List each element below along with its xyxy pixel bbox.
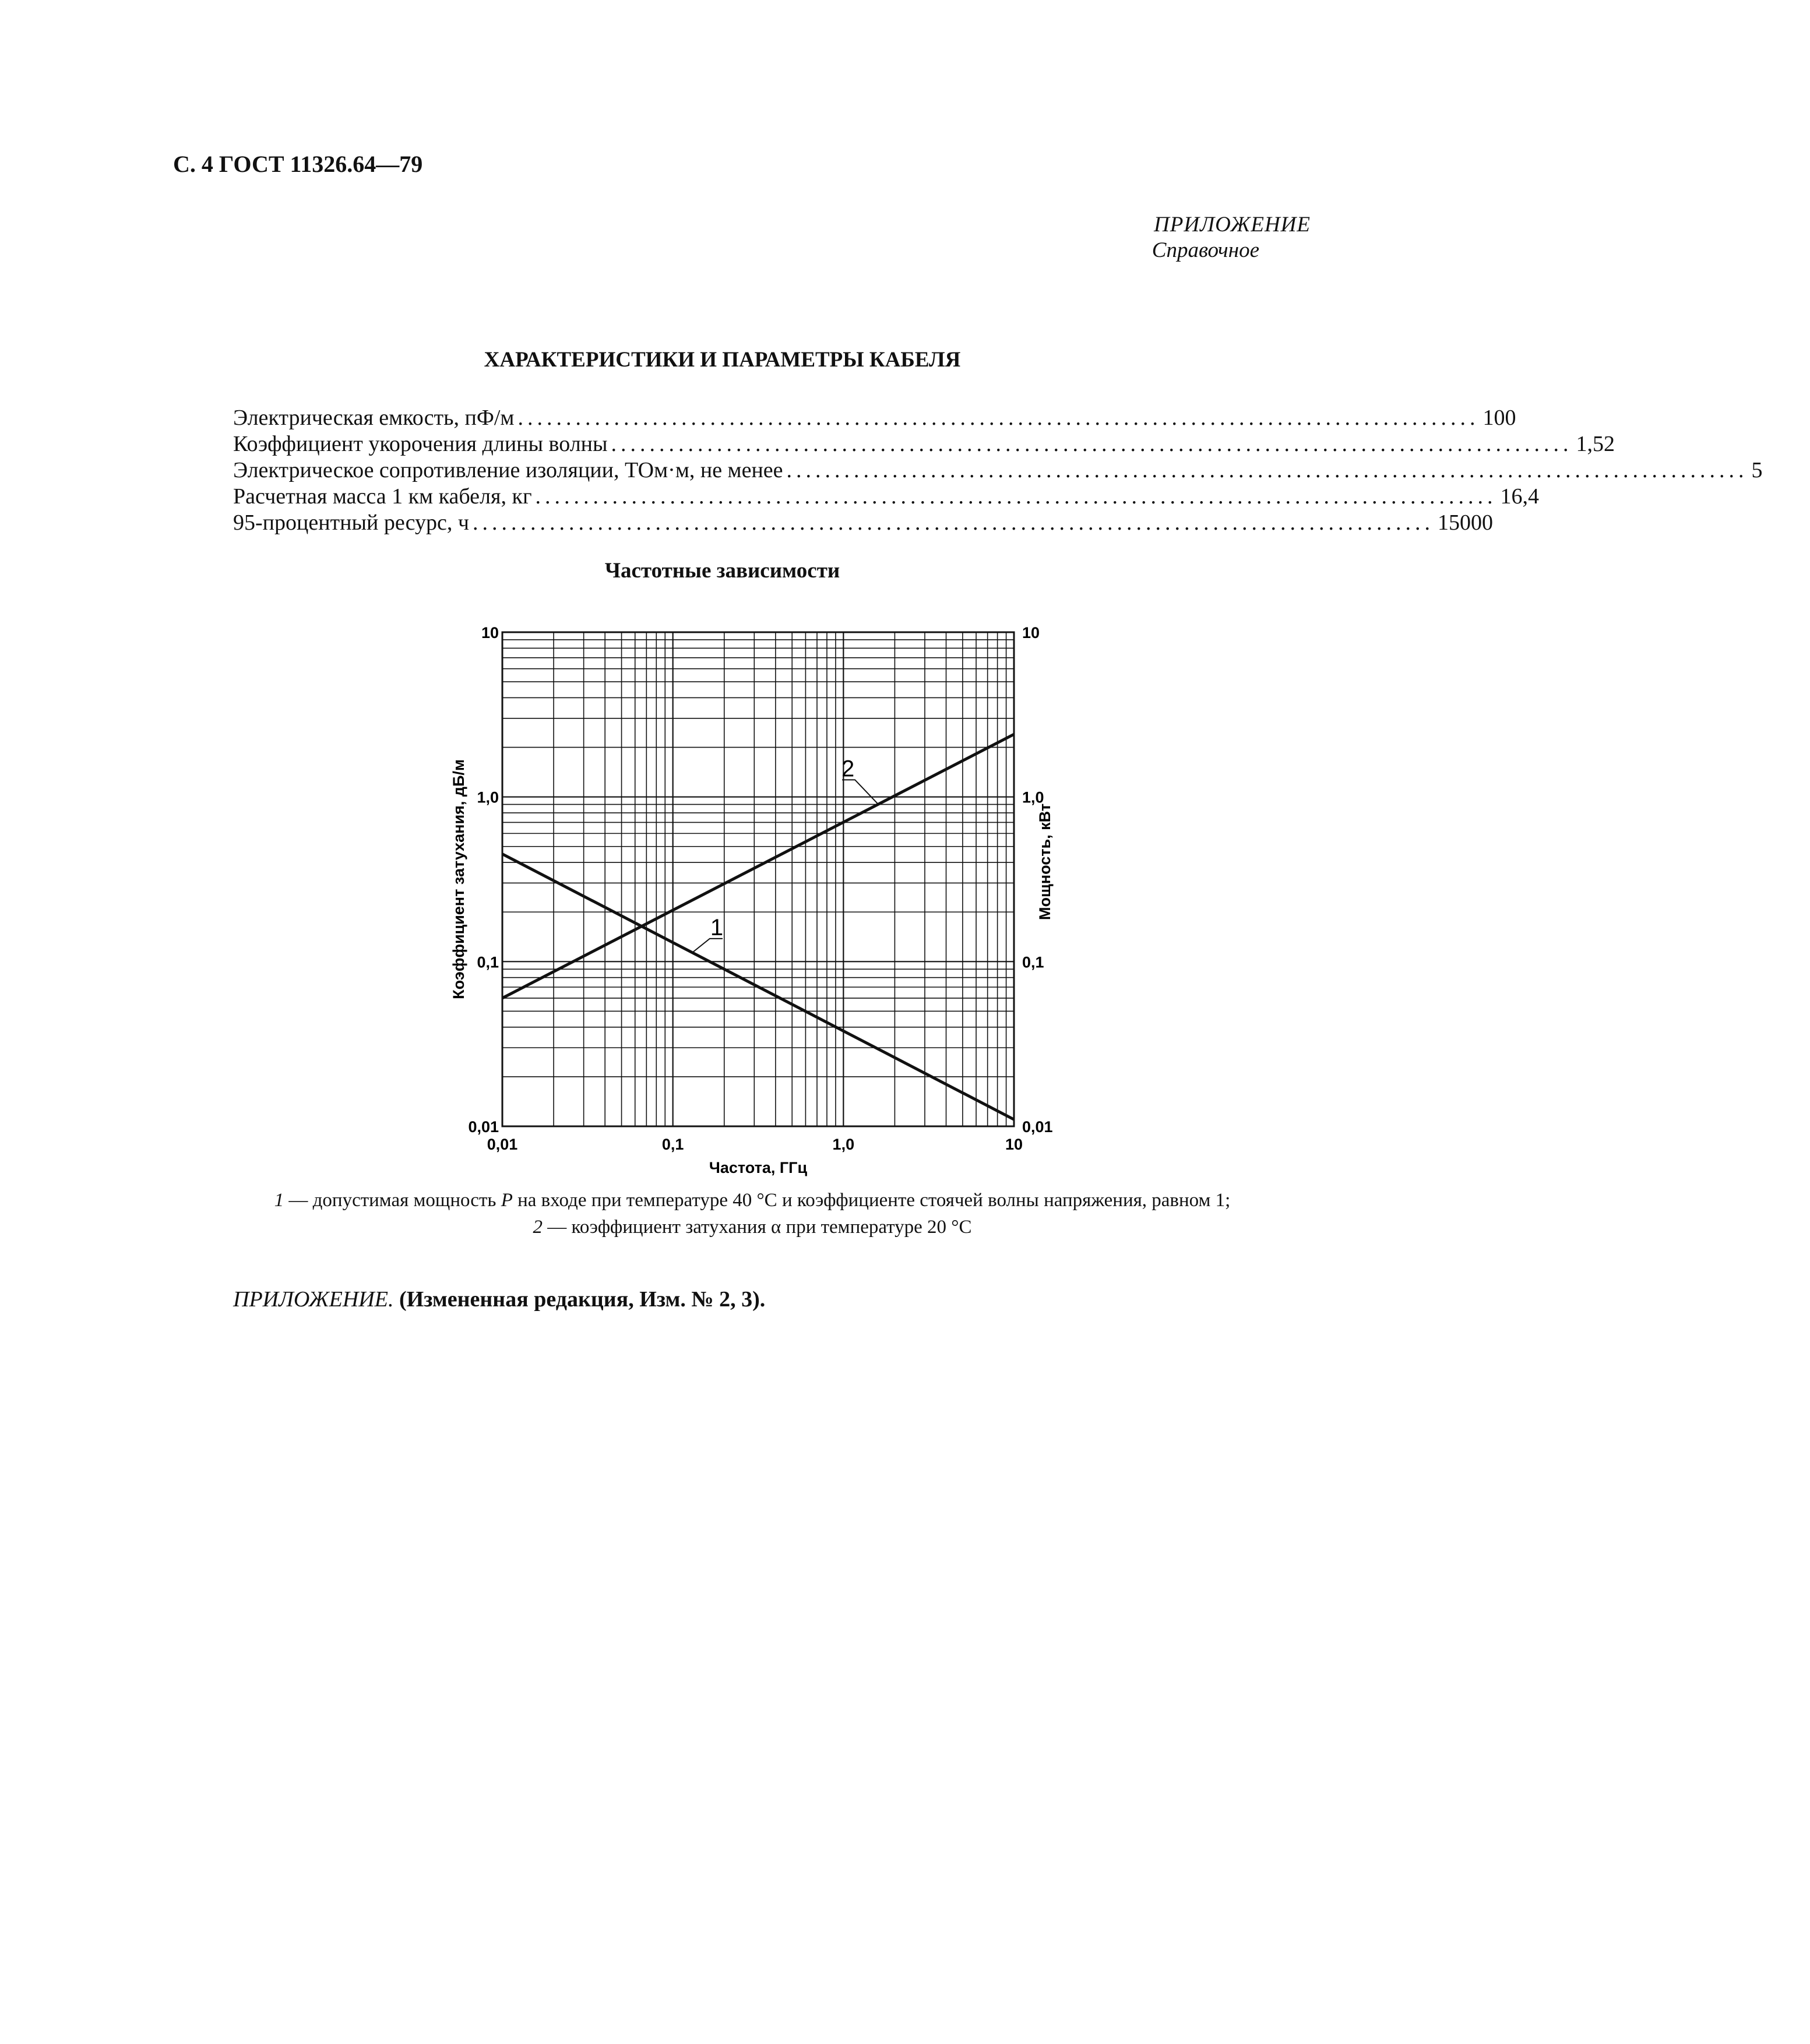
y-tick-label-left: 0,01 — [468, 1118, 499, 1136]
y-tick-label-right: 0,01 — [1022, 1118, 1053, 1136]
leader-dots: .................................................................................................... — [786, 458, 1748, 482]
series-label-leader — [692, 939, 723, 953]
appendix-title: ПРИЛОЖЕНИЕ — [1154, 213, 1311, 237]
x-axis-label: Частота, ГГц — [709, 1159, 808, 1176]
tick-labels — [468, 624, 1052, 1153]
series-label-2: 2 — [841, 756, 855, 782]
page-header: С. 4 ГОСТ 11326.64—79 — [173, 151, 423, 177]
series-line-2 — [502, 734, 1014, 998]
y-axis-label-right: Мощность, кВт — [1036, 803, 1054, 920]
param-row — [233, 457, 1763, 484]
y-tick-label-left: 0,1 — [477, 953, 499, 971]
series-label-1: 1 — [710, 914, 724, 940]
param-name: Коэффициент укорочения длины волны — [233, 432, 608, 456]
chart-title: Частотные зависимости — [604, 559, 840, 583]
param-row — [233, 510, 1493, 536]
y-axis-label-left: Коэффициент затухания, дБ/м — [450, 759, 467, 999]
caption-number: 1 — [274, 1190, 284, 1211]
caption-text: на входе при температуре 40 °С и коэффициенте стоячей волны напряжения, равном 1; — [512, 1190, 1231, 1211]
param-row — [233, 484, 1540, 510]
y-tick-label-left: 1,0 — [477, 788, 499, 806]
caption-text: — коэффициент затухания α при температуре 20 °С — [542, 1217, 972, 1238]
leader-dots: .................................................................................................... — [473, 510, 1434, 535]
series-label-leader — [842, 780, 878, 804]
param-name: Электрическая емкость, пФ/м — [233, 406, 515, 430]
frequency-chart — [431, 609, 1061, 1183]
y-tick-label-left: 10 — [481, 624, 499, 642]
chart-grid — [502, 632, 1014, 1126]
leader-dots: .................................................................................................... — [611, 432, 1573, 456]
footnote-italic: ПРИЛОЖЕНИЕ. — [233, 1287, 394, 1312]
param-row — [233, 431, 1615, 457]
param-name: Расчетная масса 1 км кабеля, кг — [233, 484, 532, 509]
document-title: ХАРАКТЕРИСТИКИ И ПАРАМЕТРЫ КАБЕЛЯ — [484, 348, 961, 372]
series-lines — [502, 734, 1014, 1119]
parameters-list — [233, 405, 1763, 536]
param-value: 16,4 — [1500, 484, 1540, 509]
y-tick-label-right: 0,1 — [1022, 953, 1044, 971]
caption-line-1 — [207, 1190, 1297, 1211]
param-name: 95-процентный ресурс, ч — [233, 510, 469, 535]
caption-text: — допустимая мощность — [284, 1190, 501, 1211]
footnote — [233, 1287, 765, 1312]
footnote-bold: (Измененная редакция, Изм. № 2, 3). — [393, 1287, 766, 1312]
leader-dots: .................................................................................................... — [517, 406, 1480, 430]
x-tick-label: 10 — [1005, 1136, 1023, 1153]
x-tick-label: 1,0 — [832, 1136, 855, 1153]
x-tick-label: 0,1 — [661, 1136, 684, 1153]
series-labels — [692, 756, 878, 953]
plot-frame — [502, 632, 1014, 1126]
param-value: 5 — [1751, 458, 1763, 482]
param-value: 100 — [1482, 406, 1516, 430]
y-tick-label-right: 10 — [1022, 624, 1040, 642]
y-tick-label-right: 1,0 — [1022, 788, 1044, 806]
x-tick-label: 0,01 — [487, 1136, 518, 1153]
caption-line-2 — [207, 1217, 1297, 1238]
caption-variable: P — [501, 1190, 513, 1211]
param-name: Электрическое сопротивление изоляции, ТОм·м, не менее — [233, 458, 783, 482]
param-value: 15000 — [1438, 510, 1493, 535]
param-value: 1,52 — [1576, 432, 1615, 456]
leader-dots: .................................................................................................... — [535, 484, 1497, 509]
appendix-subtitle: Справочное — [1152, 238, 1259, 262]
param-row — [233, 405, 1516, 431]
caption-number: 2 — [533, 1217, 543, 1238]
